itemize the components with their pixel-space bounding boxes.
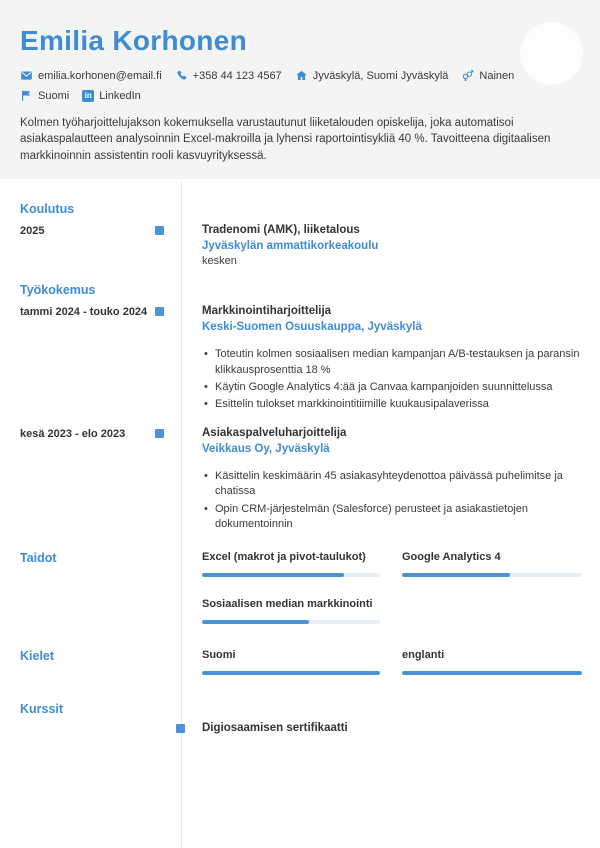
experience-bullet: • Opin CRM-järjestelmän (Salesforce) perusteet ja asiakastietojen dokumentoinnin <box>202 502 582 532</box>
course-label: Digiosaamisen sertifikaatti <box>202 721 348 734</box>
languages-grid <box>202 648 582 675</box>
contact-item-linkedin[interactable] <box>82 89 141 102</box>
experience-bullet-list <box>202 347 582 412</box>
skill-label: Sosiaalisen median markkinointi <box>202 597 373 610</box>
home-icon <box>295 69 308 82</box>
skill-bar-fill <box>202 573 344 577</box>
contact-email-text: emilia.korhonen@email.fi <box>38 69 162 82</box>
language-label: Suomi <box>202 648 236 661</box>
section-title-courses: Kurssit <box>20 701 64 716</box>
gender-icon <box>461 69 474 82</box>
skill-label: Excel (makrot ja pivot-taulukot) <box>202 550 366 563</box>
education-school: Jyväskylän ammattikorkeakoulu <box>202 239 379 252</box>
contact-item-nationality <box>20 89 69 102</box>
timeline-marker <box>155 307 164 316</box>
education-date: 2025 <box>20 225 45 237</box>
phone-icon <box>175 69 188 82</box>
education-degree: Tradenomi (AMK), liiketalous <box>202 224 360 236</box>
experience-bullet: • Toteutin kolmen sosiaalisen median kampanjan A/B-testauksen ja paransin klikkausprosenttia 18 % <box>202 347 582 377</box>
language-bar-fill <box>202 671 380 675</box>
education-entry <box>0 223 600 269</box>
skill-bar-fill <box>402 573 510 577</box>
experience-company: Veikkaus Oy, Jyväskylä <box>202 442 330 455</box>
experience-bullet: • Käsittelin keskimäärin 45 asiakasyhteydenottoa päivässä puhelimitse ja chatissa <box>202 469 582 499</box>
experience-date: kesä 2023 - elo 2023 <box>20 428 126 441</box>
contact-linkedin-text: LinkedIn <box>99 89 141 102</box>
contact-nationality-text: Suomi <box>38 89 70 102</box>
language-bar <box>202 671 380 675</box>
section-courses <box>0 701 600 737</box>
experience-company: Keski-Suomen Osuuskauppa, Jyväskylä <box>202 320 422 333</box>
language-item <box>202 648 380 675</box>
course-item <box>202 721 582 737</box>
experience-bullet: • Käytin Google Analytics 4:ää ja Canvaa kampanjoiden suunnittelussa <box>202 380 582 395</box>
experience-bullet: • Esittelin tulokset markkinointitiimille kuukausipalaverissa <box>202 397 582 412</box>
contact-item-gender <box>461 69 514 82</box>
skill-label: Google Analytics 4 <box>402 550 501 563</box>
experience-role: Markkinointiharjoittelija <box>202 305 332 318</box>
timeline-marker <box>176 724 185 733</box>
page-title: Emilia Korhonen <box>20 25 247 56</box>
section-languages <box>0 648 600 675</box>
section-education <box>0 201 600 269</box>
contact-item-location <box>295 69 449 82</box>
header <box>0 0 600 179</box>
skill-bar <box>202 573 380 577</box>
section-title-experience: Työkokemus <box>20 283 96 298</box>
skill-bar <box>202 620 380 624</box>
section-experience <box>0 282 600 533</box>
contact-list <box>20 69 530 102</box>
skill-bar-fill <box>202 620 309 624</box>
timeline-marker <box>155 226 164 235</box>
skill-item <box>402 550 582 577</box>
skills-grid <box>202 550 582 624</box>
language-item <box>402 648 582 675</box>
linkedin-icon <box>82 90 94 102</box>
flag-icon <box>20 89 33 102</box>
section-title-languages: Kielet <box>20 648 55 663</box>
section-title-education: Koulutus <box>20 202 75 216</box>
skill-bar <box>402 573 582 577</box>
section-title-skills: Taidot <box>20 550 57 565</box>
contact-gender-text: Nainen <box>479 69 515 82</box>
education-note: kesken <box>202 255 237 268</box>
email-icon <box>20 69 33 82</box>
section-skills <box>0 550 600 624</box>
experience-bullet-list <box>202 469 582 532</box>
contact-location-text: Jyväskylä, Suomi Jyväskylä <box>312 69 449 82</box>
experience-date: tammi 2024 - touko 2024 <box>20 306 148 319</box>
skill-item <box>202 550 380 577</box>
language-label: englanti <box>402 648 445 661</box>
experience-entry <box>0 426 600 534</box>
experience-role: Asiakaspalveluharjoittelija <box>202 427 347 440</box>
timeline-marker <box>155 429 164 438</box>
skill-item <box>202 597 380 624</box>
avatar <box>520 22 583 85</box>
contact-phone-text: +358 44 123 4567 <box>192 69 282 82</box>
summary-text: Kolmen työharjoittelujakson kokemuksella varustautunut liiketalouden opiskelija, joka automatisoi asiakaspalautteen analysoinnin Excel-makroilla ja lyhensi raportointisykliä 40 %. Tavoitteena digitaalisen markkinoinnin assistentin rooli kasvuyrityksessä. <box>20 117 551 162</box>
experience-entry <box>0 304 600 414</box>
language-bar <box>402 671 582 675</box>
contact-item-email[interactable] <box>20 69 162 82</box>
language-bar-fill <box>402 671 582 675</box>
contact-item-phone <box>175 69 282 82</box>
cv-body <box>0 179 600 848</box>
